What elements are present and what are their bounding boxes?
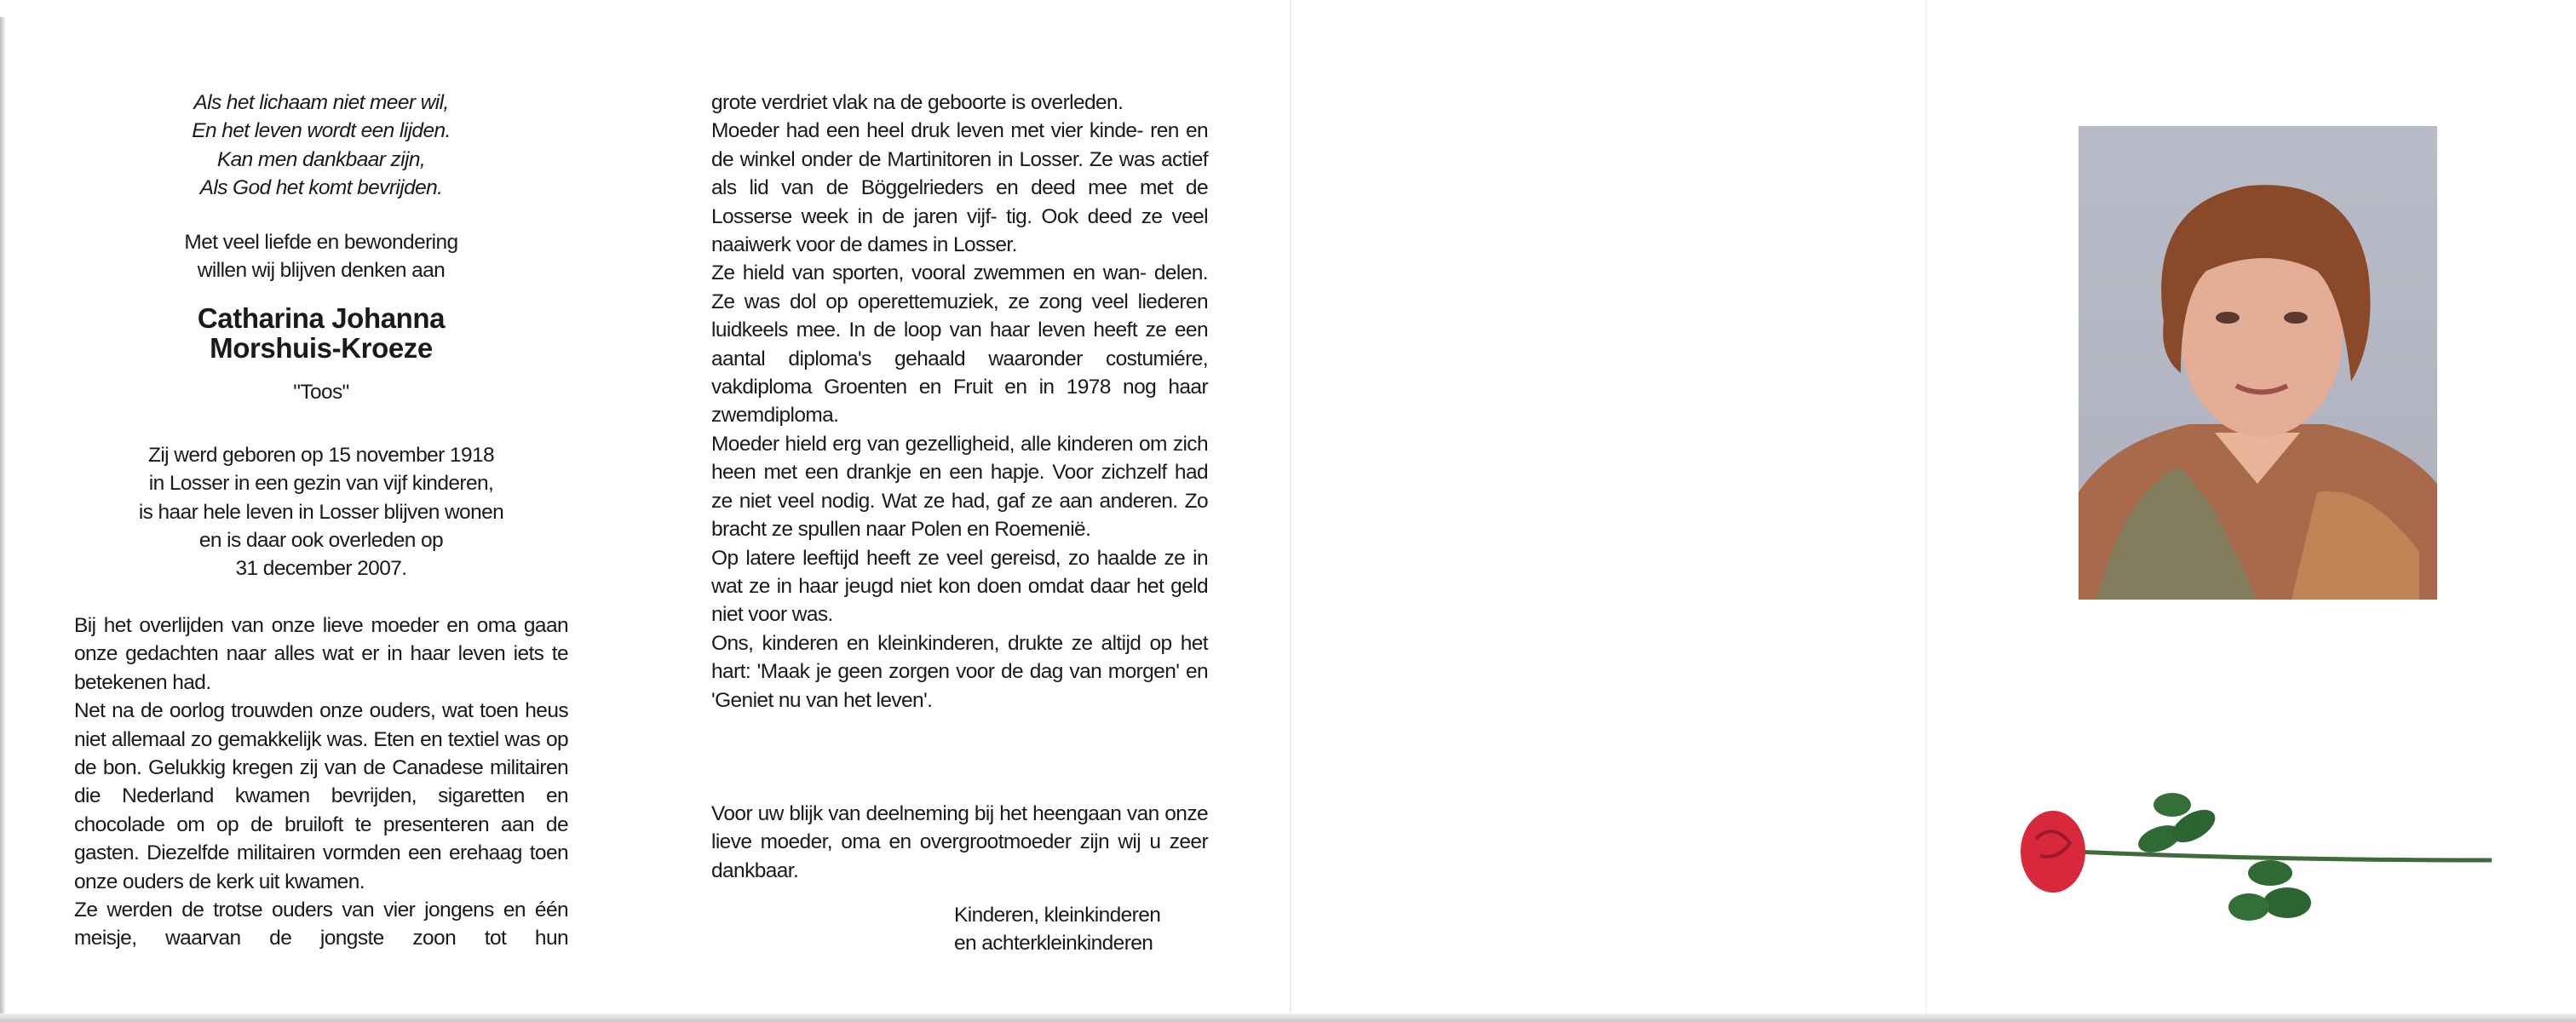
paragraph: Op latere leeftijd heeft ze veel gereisd, zo haalde ze in wat ze in haar jeugd niet kon doen omdat daar het geld niet voor was. bbox=[711, 546, 1208, 627]
name-line: Morshuis-Kroeze bbox=[210, 332, 433, 365]
paragraph: Moeder had een heel druk leven met vier kinde- ren en de winkel onder de Martinitoren in Losser. Ze was actief als lid van de Böggelrieders en deed mee met de Losserse week in de jaren vijf- tig. Ook deed ze veel naaiwerk voor de dames in Losser. bbox=[711, 119, 1208, 257]
poem-line: Als God het komt bevrijden. bbox=[199, 176, 443, 200]
poem-line: Kan men dankbaar zijn, bbox=[216, 147, 426, 171]
right-column bbox=[711, 89, 1208, 885]
paragraph: Bij het overlijden van onze lieve moeder en oma gaan onze gedachten naar alles wat er in haar leven iets te betekenen had. bbox=[74, 613, 568, 694]
intro-line: willen wij blijven denken aan bbox=[197, 259, 446, 283]
poem-line: Als het lichaam niet meer wil, bbox=[193, 91, 449, 114]
left-column bbox=[74, 89, 568, 953]
paragraph: Ons, kinderen en kleinkinderen, drukte ze altijd op het hart: 'Maak je geen zorgen voor de dag van morgen' en 'Geniet nu van het leven'. bbox=[711, 631, 1208, 712]
fold-line bbox=[1925, 0, 1927, 1013]
signature-line: Kinderen, kleinkinderen bbox=[954, 904, 1161, 927]
intro bbox=[74, 228, 568, 285]
thanks-paragraph: Voor uw blijk van deelneming bij het heengaan van onze lieve moeder, oma en overgrootmoeder zijn wij u zeer dankbaar. bbox=[711, 801, 1208, 882]
intro-line: Met veel liefde en bewondering bbox=[184, 230, 458, 254]
paragraph: grote verdriet vlak na de geboorte is overleden. bbox=[711, 91, 1124, 114]
paragraph: Ze hield van sporten, vooral zwemmen en wan- delen. Ze was dol op operettemuziek, ze zong veel liederen luidkeels mee. In de loop van haar leven heeft ze een aantal diploma's gehaald waaronder costumiére, vakdiploma Groenten en Fruit en in 1978 nog haar zwemdiploma. bbox=[711, 261, 1208, 428]
birth-line: is haar hele leven in Losser blijven wonen bbox=[138, 500, 504, 524]
birth-line: Zij werd geboren op 15 november 1918 bbox=[147, 443, 495, 467]
scan-edge bbox=[0, 17, 5, 1013]
name-line: Catharina Johanna bbox=[197, 302, 446, 335]
birth-line: in Losser in een gezin van vijf kinderen, bbox=[148, 472, 494, 496]
signature-line: en achterkleinkinderen bbox=[954, 932, 1153, 956]
paragraph: Net na de oorlog trouwden onze ouders, wat toen heus niet allemaal zo gemakkelijk was. Eten en textiel was op de bon. Gelukkig kregen zij van de Canadese militairen die Nederland kwamen bevrijden, sigaretten en chocolade om op de bruiloft te presenteren aan de gasten. Diezelfde militairen vormden een erehaag toen onze ouders de kerk uit kwamen. bbox=[74, 699, 568, 893]
rose-illustration bbox=[2015, 779, 2500, 937]
fold-line bbox=[1290, 0, 1291, 1013]
deceased-name bbox=[74, 303, 568, 363]
birth-info bbox=[74, 441, 568, 583]
story-left bbox=[74, 611, 568, 953]
nickname: "Toos" bbox=[293, 381, 349, 405]
poem-line: En het leven wordt een lijden. bbox=[192, 119, 451, 143]
birth-line: 31 december 2007. bbox=[235, 557, 407, 581]
signature bbox=[954, 901, 1160, 958]
poem bbox=[74, 89, 568, 203]
paragraph: Moeder hield erg van gezelligheid, alle kinderen om zich heen met een drankje en een hapje. Voor zichzelf had ze niet veel nodig. Wat ze had, gaf ze aan anderen. Zo bracht ze spullen naar Polen en Roemenië. bbox=[711, 432, 1208, 542]
paragraph: Ze werden de trotse ouders van vier jongens en één meisje, waarvan de jongste zoon tot hun bbox=[74, 898, 568, 950]
portrait-photo bbox=[2079, 126, 2437, 600]
scan-edge bbox=[0, 1013, 2576, 1022]
birth-line: en is daar ook overleden op bbox=[198, 529, 444, 553]
